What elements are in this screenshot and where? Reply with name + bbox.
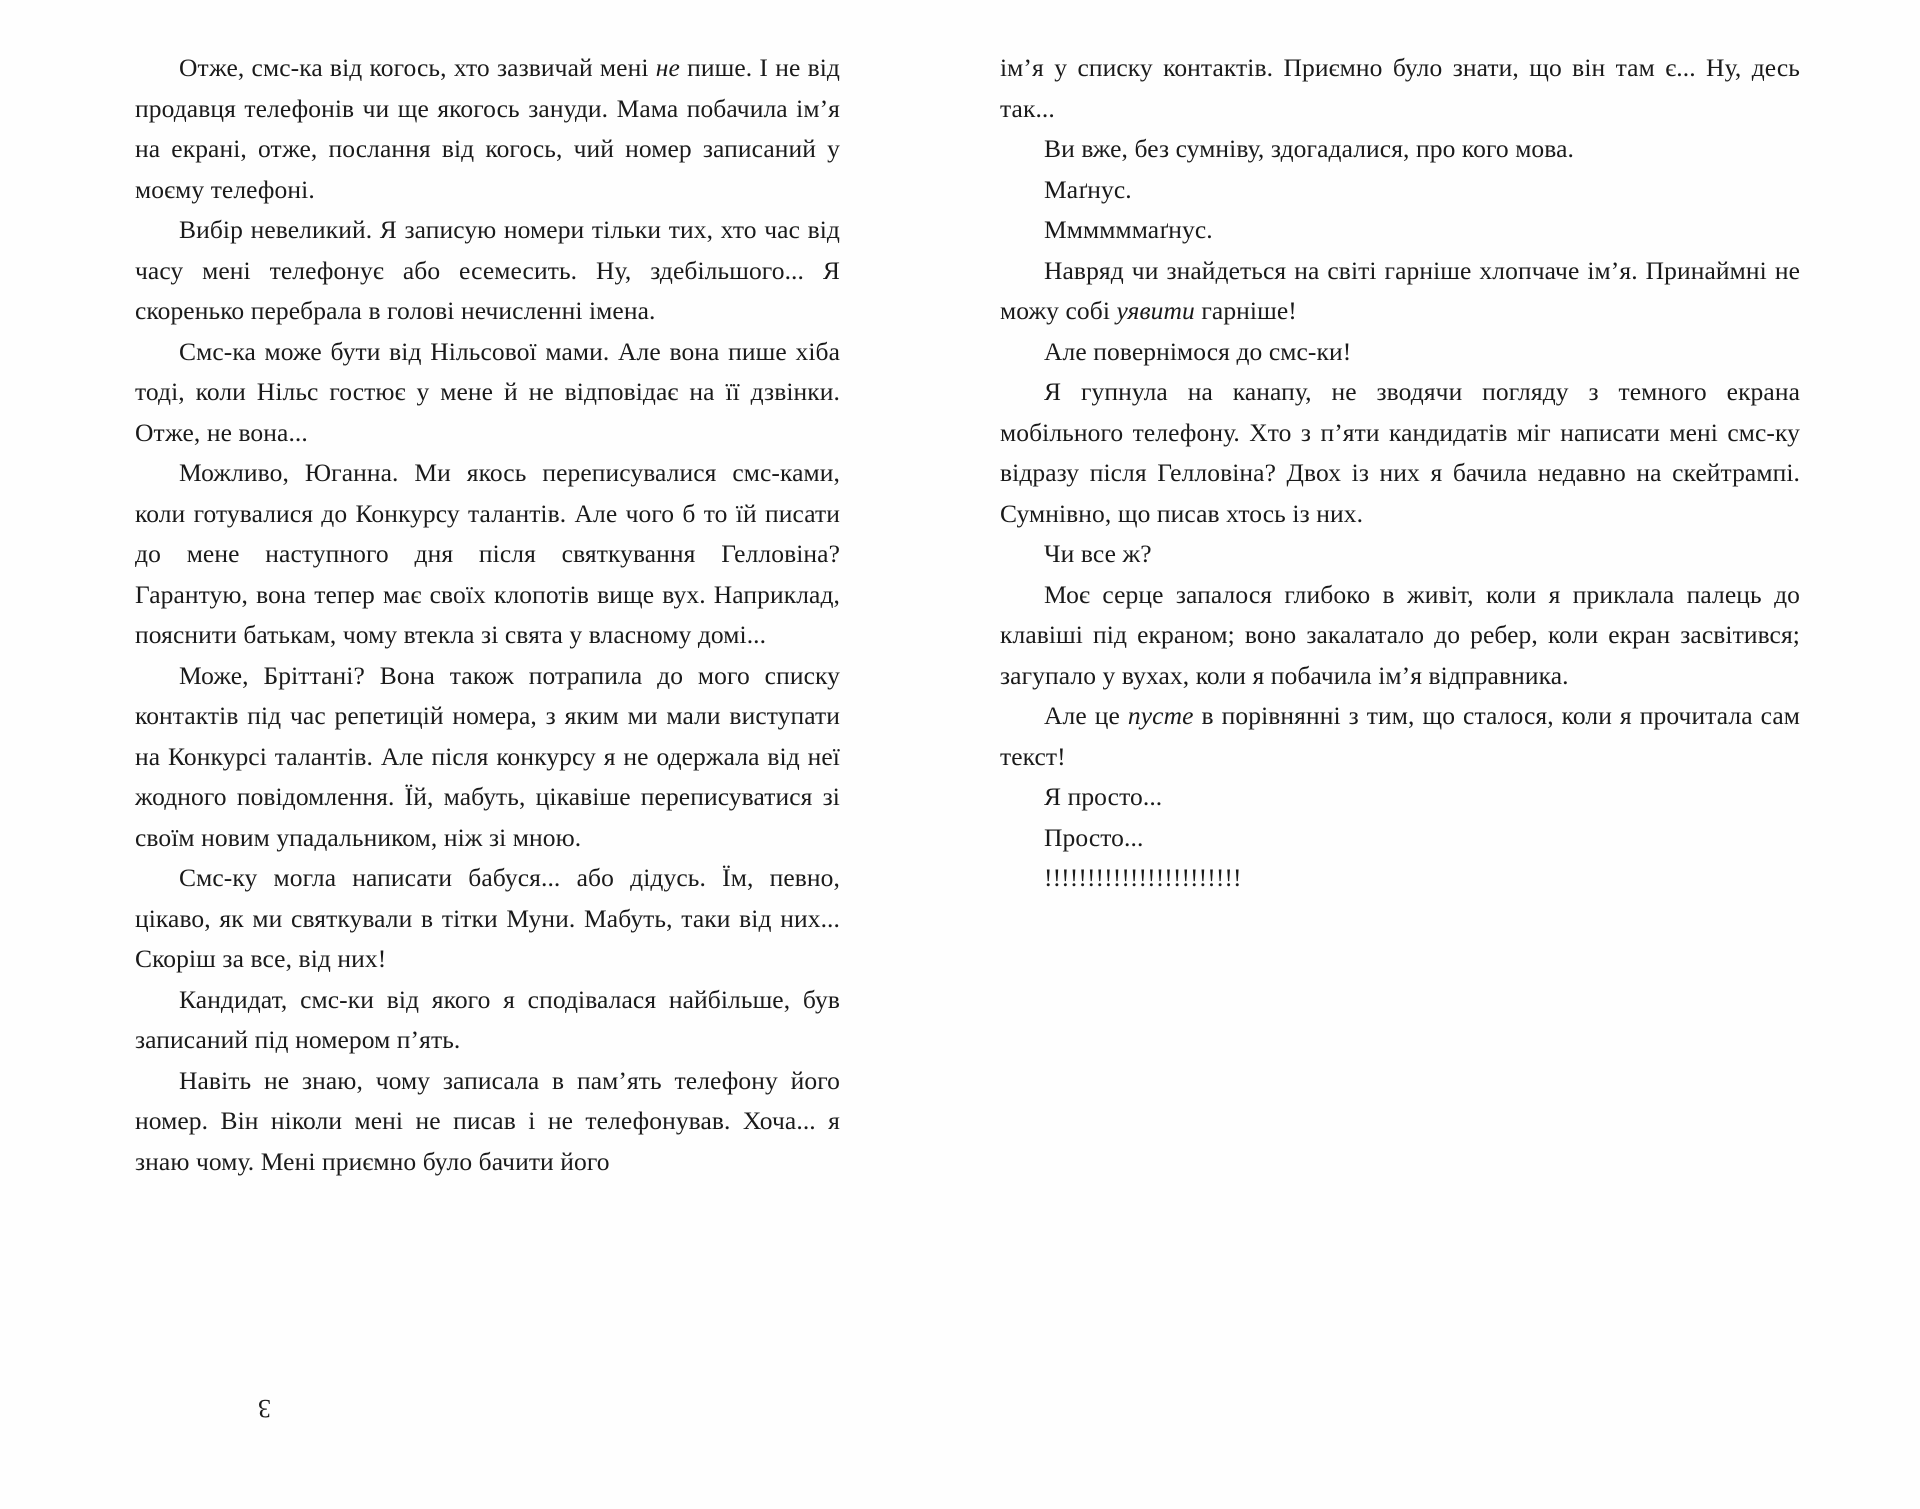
body-text: пише. І не від продавця телефонів чи ще якогось зануди. Мама побачила ім’я на екрані, отже, послання від когось, чий номер записаний у моєму телефоні. xyxy=(135,53,840,204)
body-text: Ммммммаґнус. xyxy=(1044,215,1213,244)
emphasis-text: пусте xyxy=(1127,701,1194,730)
body-text: Ви вже, без сумніву, здогадалися, про кого мова. xyxy=(1044,134,1574,163)
paragraph xyxy=(1000,818,1800,859)
body-text: Моє серце запалося глибоко в живіт, коли я приклала палець до клавіші під екраном; воно закалатало до ребер, коли екран засвітився; загупало у вухах, коли я побачила ім’я відправника. xyxy=(1000,579,1800,690)
body-text: Навряд чи знайдеться на світі гарніше хлопчаче ім’я. Принаймні не можу собі xyxy=(1000,255,1800,325)
body-text: Смс-ку могла написати бабуся... або дідусь. Їм, певно, цікаво, як ми святкували в тітки Муни. Мабуть, таки від них... Скоріш за все, від них! xyxy=(135,863,840,973)
paragraph xyxy=(1000,251,1800,332)
left-page-textblock xyxy=(135,48,840,1182)
paragraph xyxy=(1000,858,1800,899)
body-text: Отже, смс-ка від когось, хто зазвичай мені xyxy=(179,53,656,82)
page-number: 3 xyxy=(258,1394,271,1423)
right-page-textblock xyxy=(1000,48,1800,899)
body-text: Кандидат, смс-ки від якого я сподівалася найбільше, був записаний під номером п’ять. xyxy=(135,984,840,1054)
body-text: в порівнянні з тим, що сталося, коли я прочитала сам текст! xyxy=(1000,701,1800,771)
paragraph xyxy=(135,332,840,454)
body-text: !!!!!!!!!!!!!!!!!!!!!!! xyxy=(1044,863,1242,892)
paragraph xyxy=(1000,129,1800,170)
body-text: Я просто... xyxy=(1044,782,1163,811)
body-text: Але це xyxy=(1044,701,1128,730)
body-text: Вибір невеликий. Я записую номери тільки тих, хто час від часу мені телефонує або есемесить. Ну, здебільшого... Я скоренько перебрала в голові нечисленні імена. xyxy=(135,215,840,325)
emphasis-text: не xyxy=(655,53,680,82)
body-text: ім’я у списку контактів. Приємно було знати, що він там є... Ну, десь так... xyxy=(1000,53,1800,123)
body-text: Маґнус. xyxy=(1044,174,1132,204)
paragraph xyxy=(1000,332,1800,373)
right-page xyxy=(960,0,1920,1509)
paragraph xyxy=(135,980,840,1061)
paragraph xyxy=(135,1061,840,1183)
paragraph xyxy=(1000,777,1800,818)
paragraph xyxy=(135,210,840,332)
body-text: Можливо, Юганна. Ми якось переписувалися смс-ками, коли готувалися до Конкурсу талантів. Але чого б то їй писати до мене наступного дня після святкування Гелловіна? Гарантую, вона тепер має своїх клопотів вище вух. Наприклад, пояснити батькам, чому втекла зі свята у власному домі... xyxy=(135,458,840,649)
paragraph xyxy=(1000,210,1800,251)
emphasis-text: уявити xyxy=(1116,296,1195,325)
body-text: Я гупнула на канапу, не зводячи погляду з темного екрана мобільного телефону. Хто з п’яти кандидатів міг написати мені смс-ку відразу після Гелловіна? Двох із них я бачила недавно на скейтрампі. Сумнівно, що писав хтось із них. xyxy=(1000,377,1800,528)
body-text: Смс-ка може бути від Нільсової мами. Але вона пише хіба тоді, коли Нільс гостює у мене й не відповідає на її дзвінки. Отже, не вона... xyxy=(135,336,840,447)
paragraph xyxy=(1000,534,1800,575)
paragraph xyxy=(1000,372,1800,534)
paragraph xyxy=(135,656,840,859)
body-text: гарніше! xyxy=(1194,296,1297,325)
body-text: Чи все ж? xyxy=(1044,539,1152,568)
paragraph xyxy=(1000,575,1800,697)
paragraph xyxy=(135,858,840,980)
body-text: Просто... xyxy=(1044,822,1144,852)
paragraph xyxy=(135,453,840,656)
body-text: Навіть не знаю, чому записала в пам’ять телефону його номер. Він ніколи мені не писав і не телефонував. Хоча... я знаю чому. Мені приємно було бачити його xyxy=(135,1065,840,1176)
paragraph xyxy=(1000,48,1800,129)
paragraph xyxy=(1000,696,1800,777)
paragraph xyxy=(1000,170,1800,211)
body-text: Може, Бріттані? Вона також потрапила до мого списку контактів під час репетицій номера, з яким ми мали виступати на Конкурсі талантів. Але після конкурсу я не одержала від неї жодного повідомлення. Їй, мабуть, цікавіше переписуватися зі своїм новим упадальником, ніж зі мною. xyxy=(135,660,840,852)
body-text: Але повернімося до смс-ки! xyxy=(1044,336,1352,366)
paragraph xyxy=(135,48,840,210)
